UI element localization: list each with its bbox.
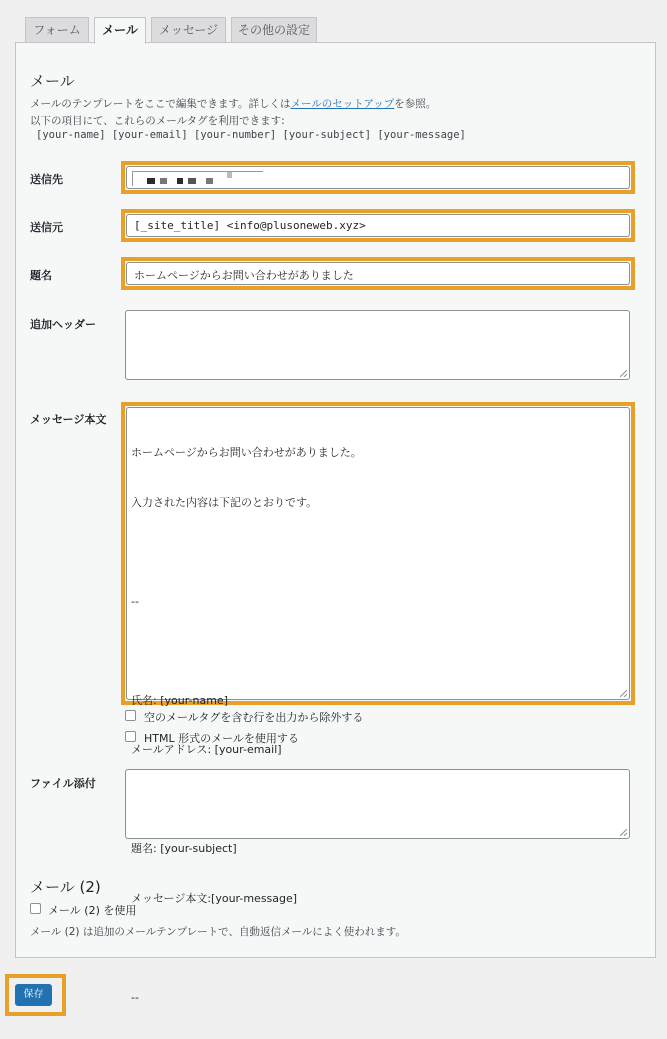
redact-line xyxy=(132,171,263,172)
redact-block-1 xyxy=(147,178,155,184)
body-line: 氏名: [your-name] xyxy=(131,693,228,707)
from-label: 送信元 xyxy=(30,221,63,234)
headers-textarea[interactable] xyxy=(125,310,630,380)
mail2-description: メール (2) は追加のメールテンプレートで、自動返信メールによく使われます。 xyxy=(30,926,406,938)
redact-block-4 xyxy=(188,178,196,184)
tab-messages[interactable]: メッセージ xyxy=(151,17,226,42)
to-field[interactable] xyxy=(126,166,630,189)
resize-handle-icon[interactable] xyxy=(620,829,627,836)
body-line: メールアドレス: [your-email] xyxy=(131,743,282,756)
body-line xyxy=(131,643,362,660)
body-content xyxy=(131,412,362,1039)
use-mail2-label: メール (2) を使用 xyxy=(48,904,137,917)
exclude-blank-checkbox[interactable] xyxy=(125,710,136,721)
subject-label: 題名 xyxy=(30,269,52,282)
mail-description xyxy=(30,96,436,111)
use-html-checkbox[interactable] xyxy=(125,731,136,742)
attachments-textarea[interactable] xyxy=(125,769,630,839)
body-label: メッセージ本文 xyxy=(30,413,107,426)
body-line: -- xyxy=(131,990,139,1004)
body-line xyxy=(131,940,362,957)
resize-handle-icon[interactable] xyxy=(620,690,627,697)
use-html-label: HTML 形式のメールを使用する xyxy=(144,732,299,745)
save-button[interactable]: 保存 xyxy=(15,984,52,1006)
mail-setup-link[interactable]: メールのセットアップ xyxy=(290,98,395,110)
description-text: メールのテンプレートをここで編集できます。詳しくは xyxy=(30,98,291,110)
redact-block-3 xyxy=(177,178,183,184)
mail-tags-intro: 以下の項目にて、これらのメールタグを利用できます: xyxy=(30,115,285,127)
tab-form[interactable]: フォーム xyxy=(25,17,89,42)
body-line: ホームページからお問い合わせがありました。 xyxy=(131,446,362,459)
mail-section-title: メール xyxy=(30,72,75,90)
headers-label: 追加ヘッダー xyxy=(30,318,96,331)
redact-block-6 xyxy=(227,172,232,178)
resize-handle-icon[interactable] xyxy=(620,370,627,377)
body-line: -- xyxy=(131,594,139,608)
from-field[interactable] xyxy=(126,214,630,237)
subject-field[interactable] xyxy=(126,262,630,285)
use-mail2-checkbox[interactable] xyxy=(30,903,41,914)
body-line: 入力された内容は下記のとおりです。 xyxy=(131,495,318,509)
attachments-label: ファイル添付 xyxy=(30,777,96,790)
from-value: [_site_title] <info@plusoneweb.xyz> xyxy=(134,219,366,232)
tab-mail[interactable]: メール xyxy=(94,17,146,44)
body-line: 題名: [your-subject] xyxy=(131,842,237,855)
subject-value: ホームページからお問い合わせがありました xyxy=(134,269,354,282)
body-line: メッセージ本文:[your-message] xyxy=(131,891,298,905)
redact-block-2 xyxy=(160,178,167,184)
body-line xyxy=(131,544,362,561)
mail-tags-list: [your-name] [your-email] [your-number] [your-subject] [your-message] xyxy=(36,129,466,141)
mail2-section-title: メール (2) xyxy=(30,878,101,896)
to-label: 送信先 xyxy=(30,173,63,186)
exclude-blank-label: 空のメールタグを含む行を出力から除外する xyxy=(144,711,364,724)
tab-additional-settings[interactable]: その他の設定 xyxy=(231,17,317,42)
redacted-email xyxy=(132,171,133,186)
description-suffix: を参照。 xyxy=(394,98,437,110)
redact-block-5 xyxy=(206,178,213,184)
